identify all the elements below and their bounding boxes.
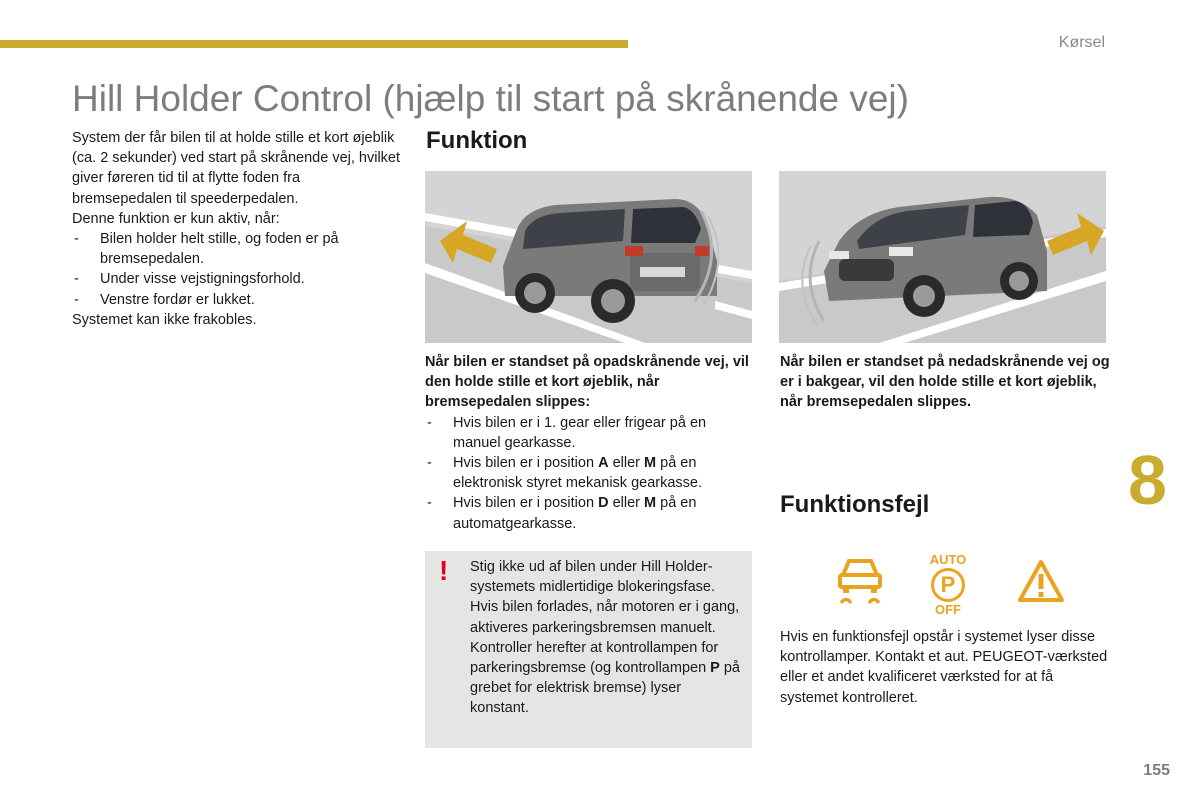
- traction-control-icon: [835, 553, 885, 614]
- funktion-heading: Funktion: [426, 127, 528, 154]
- list-item-text: Hvis bilen er i 1. gear eller frigear på en manuel gearkasse.: [453, 414, 707, 451]
- downhill-lead: Når bilen er standset på nedadskrånende vej og er i bakgear, vil den holde stille et kort øjeblik, når bremsepedalen slippes.: [780, 354, 1110, 411]
- intro-closing: Systemet kan ikke frakobles.: [72, 311, 257, 328]
- list-item-text: Hvis bilen er i position: [453, 495, 599, 512]
- list-item: - Venstre fordør er lukket.: [72, 290, 402, 310]
- chapter-number: 8: [1128, 441, 1167, 519]
- warning-text: [470, 557, 740, 719]
- warning-text-part: på grebet for elektrisk bremse) lyser konstant.: [470, 660, 741, 717]
- uphill-car-illustration: [425, 171, 752, 343]
- uphill-lead: Når bilen er standset på opadskrånende vej, vil den holde stille et kort øjeblik, når bremsepedalen slippes:: [425, 354, 749, 411]
- condition-lead: Denne funktion er kun aktiv, når:: [72, 210, 280, 227]
- list-item: [425, 413, 750, 453]
- gear-code: D: [598, 495, 609, 512]
- intro-section: [72, 128, 402, 330]
- uphill-description: [425, 352, 750, 534]
- header-accent-bar: [0, 40, 628, 48]
- auto-label: AUTO: [929, 552, 967, 567]
- gear-code: M: [644, 455, 657, 472]
- list-item: [425, 493, 750, 533]
- gear-code: A: [598, 455, 609, 472]
- list-item-text: Hvis bilen er i position: [453, 455, 599, 472]
- warning-paragraph: Stig ikke ud af bilen under Hill Holder-systemets midlertidige blokeringsfase.: [470, 559, 715, 596]
- off-label: OFF: [935, 602, 961, 617]
- warning-box: [425, 551, 752, 748]
- parking-p-label: P: [931, 568, 965, 602]
- list-item-text: på en elektronisk styret mekanisk gearkasse.: [453, 455, 703, 492]
- warning-lamps: [835, 553, 1075, 615]
- lamp-code: P: [710, 660, 720, 677]
- condition-list: [72, 229, 402, 310]
- list-item-text: eller: [608, 455, 645, 472]
- list-item: [425, 453, 750, 493]
- downhill-car-illustration: [779, 171, 1106, 343]
- list-item: - Bilen holder helt stille, og foden er på bremsepedalen.: [72, 229, 402, 269]
- list-item: - Under visse vejstigningsforhold.: [72, 269, 402, 289]
- downhill-description: [780, 352, 1110, 413]
- funktionsfejl-heading: Funktionsfejl: [780, 491, 930, 518]
- funktionsfejl-text: Hvis en funktionsfejl opstår i systemet lyser disse kontrollamper. Kontakt et aut. PEUGEOT-værksted eller et andet kvalificeret værksted for at få systemet kontrolleret.: [780, 629, 1108, 706]
- intro-paragraph: System der får bilen til at holde stille et kort øjeblik (ca. 2 sekunder) ved start på skrånende vej, hvilket giver føreren tid til at flytte foden fra bremsepedalen til speederpedalen.: [72, 130, 401, 207]
- page-title: Hill Holder Control (hjælp til start på skrånende vej): [72, 78, 909, 119]
- list-item-text: på en automatgearkasse.: [453, 495, 697, 532]
- warning-text-part: Hvis bilen forlades, når motoren er i gang, aktiveres parkeringsbremsen manuelt. Kontroller herefter at kontrollampen for parkeringsbremse (og kontrollampen: [470, 599, 740, 677]
- gear-code: M: [644, 495, 657, 512]
- parking-brake-auto-off-icon: [921, 553, 975, 616]
- list-item-text: eller: [608, 495, 645, 512]
- warning-paragraph: [470, 597, 740, 718]
- page-number: 155: [1143, 762, 1170, 779]
- section-label: Kørsel: [1058, 34, 1105, 51]
- warning-triangle-icon: [1017, 558, 1065, 609]
- exclamation-icon: !: [439, 555, 449, 586]
- uphill-list: [425, 413, 750, 534]
